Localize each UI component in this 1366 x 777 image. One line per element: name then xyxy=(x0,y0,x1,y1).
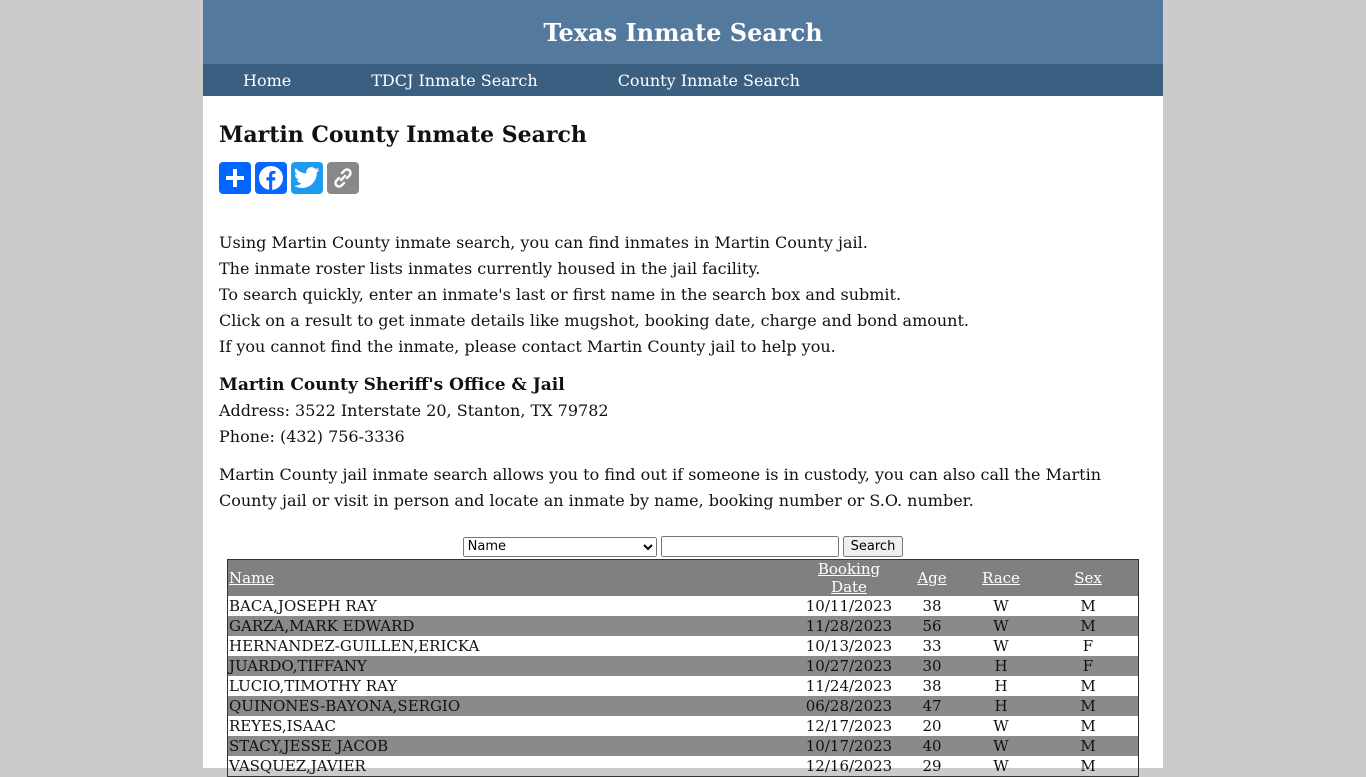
cell-race: W xyxy=(993,637,1009,655)
search-description: Martin County jail inmate search allows you to find out if someone is in custody, you can also call the Martin County jail or visit in person and locate an inmate by name, booking number or S.O. number. xyxy=(219,465,1102,510)
cell-race: H xyxy=(994,677,1008,695)
share-buttons xyxy=(219,162,1147,194)
cell-name: LUCIO,TIMOTHY RAY xyxy=(229,677,398,695)
cell-sex: M xyxy=(1038,696,1139,716)
cell-age: 30 xyxy=(900,656,964,676)
sort-name-link[interactable]: Name xyxy=(229,569,275,587)
cell-sex: M xyxy=(1080,597,1096,615)
nav-county-search-link[interactable]: County Inmate Search xyxy=(617,70,800,90)
twitter-share-button[interactable] xyxy=(291,162,323,194)
cell-name: HERNANDEZ-GUILLEN,ERICKA xyxy=(229,637,480,655)
cell-name: STACY,JESSE JACOB xyxy=(228,736,799,756)
cell-age: 38 xyxy=(922,597,942,615)
cell-sex: F xyxy=(1082,637,1094,655)
cell-booking-date: 10/13/2023 xyxy=(805,637,893,655)
cell-booking-date: 10/27/2023 xyxy=(798,656,900,676)
site-header xyxy=(203,0,1163,64)
search-input[interactable] xyxy=(661,536,839,557)
intro-line: Using Martin County inmate search, you can find inmates in Martin County jail. xyxy=(219,233,868,252)
cell-booking-date: 11/28/2023 xyxy=(798,616,900,636)
cell-booking-date: 10/17/2023 xyxy=(798,736,900,756)
cell-race: W xyxy=(993,717,1009,735)
sort-race-link[interactable]: Race xyxy=(982,569,1020,587)
search-button[interactable]: Search xyxy=(843,536,904,557)
intro-line: If you cannot find the inmate, please contact Martin County jail to help you. xyxy=(219,337,836,356)
cell-name: BACA,JOSEPH RAY xyxy=(229,597,377,615)
intro-line: The inmate roster lists inmates currently housed in the jail facility. xyxy=(219,259,761,278)
table-row[interactable] xyxy=(228,736,1139,756)
sort-age-link[interactable]: Age xyxy=(917,569,947,587)
cell-age: 33 xyxy=(922,637,942,655)
column-header-booking-date xyxy=(798,560,900,597)
table-row[interactable] xyxy=(228,596,1139,616)
cell-race: W xyxy=(993,757,1009,775)
facebook-icon xyxy=(258,165,284,191)
cell-sex: M xyxy=(1038,736,1139,756)
cell-race: H xyxy=(964,656,1038,676)
cell-age: 29 xyxy=(922,757,942,775)
cell-booking-date: 06/28/2023 xyxy=(798,696,900,716)
office-name: Martin County Sheriff's Office & Jail xyxy=(219,375,565,395)
cell-booking-date: 12/16/2023 xyxy=(805,757,893,775)
cell-sex: M xyxy=(1080,757,1096,775)
cell-race: W xyxy=(964,736,1038,756)
cell-name: JUARDO,TIFFANY xyxy=(228,656,799,676)
table-row[interactable] xyxy=(228,696,1139,716)
cell-age: 38 xyxy=(922,677,942,695)
table-row[interactable] xyxy=(228,636,1139,656)
sort-sex-link[interactable]: Sex xyxy=(1074,569,1102,587)
cell-name: REYES,ISAAC xyxy=(229,717,336,735)
cell-age: 56 xyxy=(900,616,964,636)
cell-name: GARZA,MARK EDWARD xyxy=(228,616,799,636)
table-row[interactable] xyxy=(228,756,1139,777)
copy-link-icon xyxy=(331,166,355,190)
main-content xyxy=(203,96,1163,777)
share-plus-icon xyxy=(224,167,246,189)
sort-booking-date-link[interactable]: Booking Date xyxy=(817,560,881,596)
cell-sex: M xyxy=(1080,717,1096,735)
cell-race: W xyxy=(993,597,1009,615)
office-phone: Phone: (432) 756-3336 xyxy=(219,427,405,446)
intro-line: Click on a result to get inmate details like mugshot, booking date, charge and bond amount. xyxy=(219,311,969,330)
table-row[interactable] xyxy=(228,676,1139,696)
cell-booking-date: 12/17/2023 xyxy=(805,717,893,735)
twitter-icon xyxy=(294,167,320,189)
site-title: Texas Inmate Search xyxy=(543,17,823,47)
cell-name: QUINONES-BAYONA,SERGIO xyxy=(228,696,799,716)
office-info xyxy=(219,372,1147,450)
office-address: Address: 3522 Interstate 20, Stanton, TX 79782 xyxy=(219,401,609,420)
cell-booking-date: 10/11/2023 xyxy=(805,597,893,615)
column-header-age xyxy=(900,560,964,597)
nav-home-link[interactable]: Home xyxy=(243,70,292,90)
cell-race: H xyxy=(964,696,1038,716)
nav-tdcj-search-link[interactable]: TDCJ Inmate Search xyxy=(371,70,538,90)
column-header-race xyxy=(964,560,1038,597)
page-title: Martin County Inmate Search xyxy=(219,122,587,148)
facebook-share-button[interactable] xyxy=(255,162,287,194)
cell-age: 20 xyxy=(922,717,942,735)
cell-sex: M xyxy=(1080,677,1096,695)
cell-name: VASQUEZ,JAVIER xyxy=(229,757,366,775)
intro-text xyxy=(219,230,1147,360)
main-nav xyxy=(203,64,1163,96)
page-container xyxy=(203,0,1163,775)
cell-sex: M xyxy=(1038,616,1139,636)
cell-sex: F xyxy=(1038,656,1139,676)
intro-line: To search quickly, enter an inmate's last or first name in the search box and submit. xyxy=(219,285,902,304)
cell-age: 40 xyxy=(900,736,964,756)
table-row[interactable] xyxy=(228,716,1139,736)
column-header-sex xyxy=(1038,560,1139,597)
search-form xyxy=(219,536,1147,557)
cell-race: W xyxy=(964,616,1038,636)
search-field-select[interactable] xyxy=(463,537,657,557)
cell-booking-date: 11/24/2023 xyxy=(805,677,893,695)
share-button[interactable] xyxy=(219,162,251,194)
cell-age: 47 xyxy=(900,696,964,716)
table-row[interactable] xyxy=(228,656,1139,676)
table-row[interactable] xyxy=(228,616,1139,636)
table-header-row xyxy=(228,560,1139,597)
inmate-table xyxy=(227,559,1139,777)
column-header-name xyxy=(228,560,799,597)
copy-link-button[interactable] xyxy=(327,162,359,194)
